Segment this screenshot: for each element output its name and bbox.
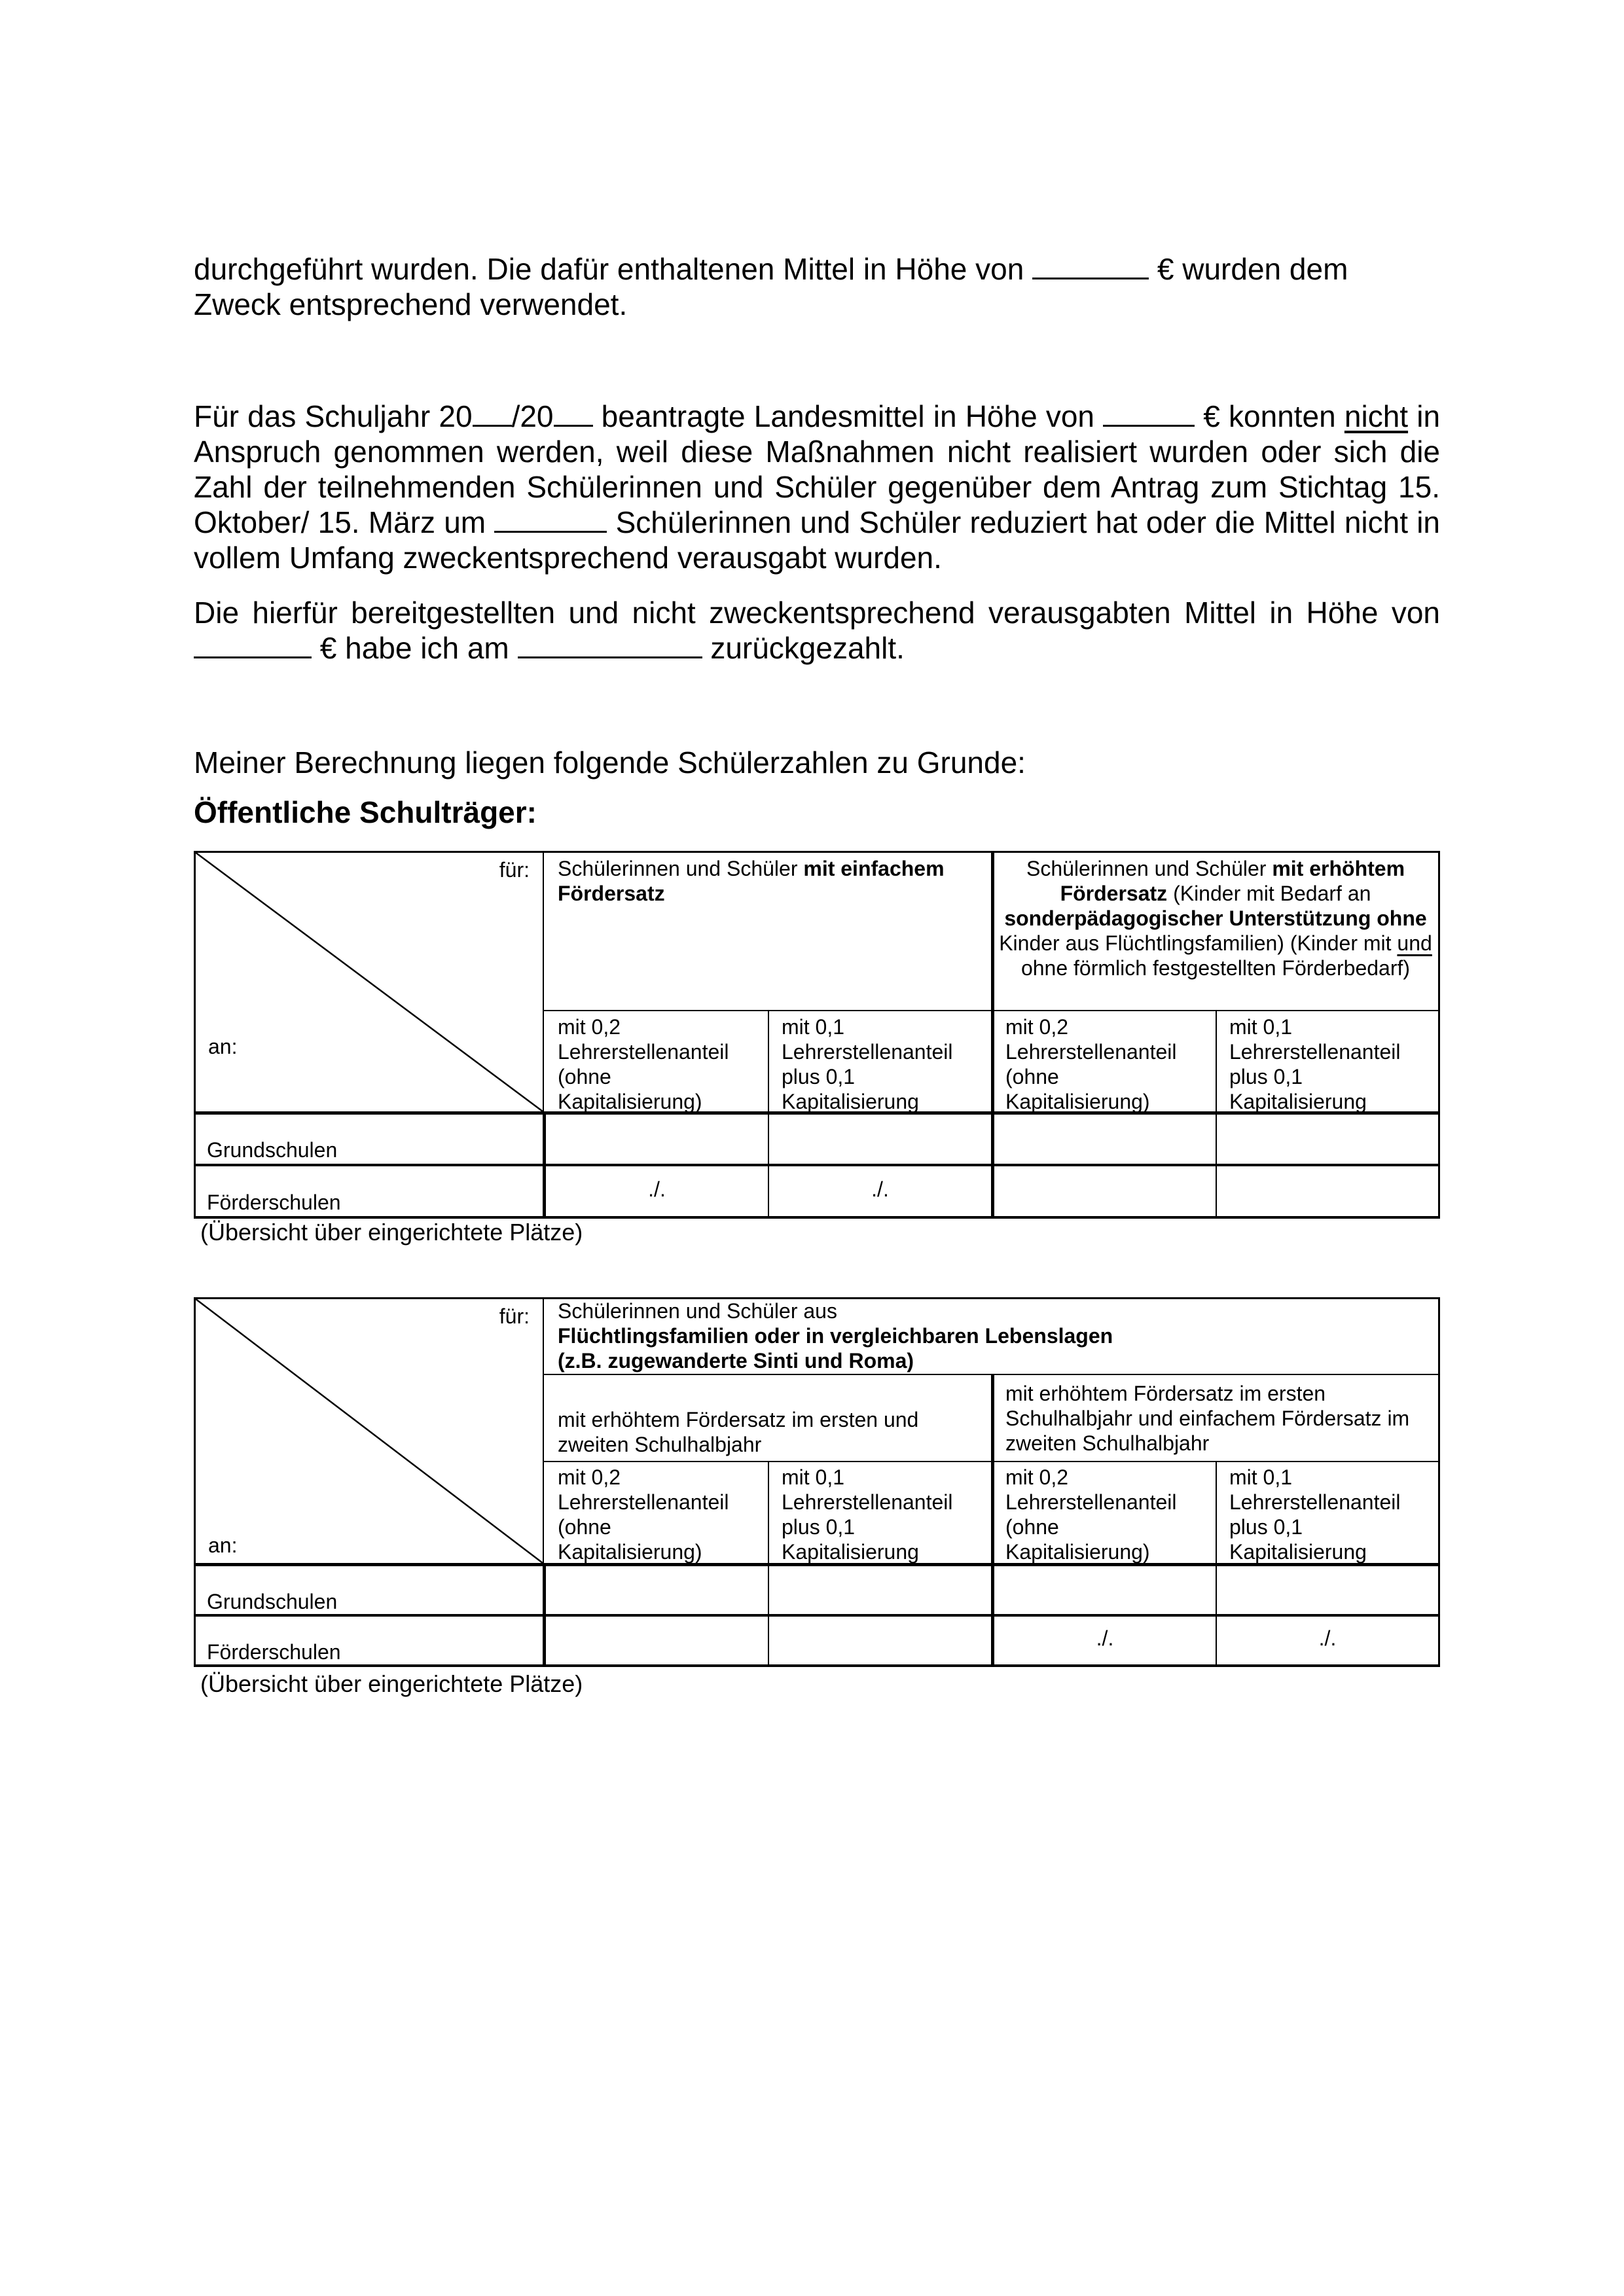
text: Die hierfür bereitgestellten und nicht zweckentsprechend verausgabten Mittel in Höhe von (194, 596, 1440, 630)
refund-amount-blank-field[interactable] (194, 630, 312, 658)
group-header-refugee (558, 1299, 1428, 1373)
year-start-blank-field[interactable] (473, 399, 512, 427)
text: Für das Schuljahr 20 (194, 399, 473, 433)
refund-date-blank-field[interactable] (518, 630, 702, 658)
bold-text: mit erhöhtem Fördersatz (1060, 857, 1405, 905)
input-cell-grundschulen-2[interactable] (769, 1115, 991, 1164)
subheader-col-4: mit 0,1 Lehrerstellenanteil plus 0,1 Kapitalisierung (1229, 1015, 1401, 1113)
text: zurückgezahlt. (710, 631, 905, 665)
underlined-nicht: nicht (1344, 399, 1409, 433)
section-heading: Öffentliche Schulträger: (194, 795, 537, 829)
subheader-col-3: mit 0,2 Lehrerstellenanteil (ohne Kapitalisierung) (1005, 1015, 1177, 1113)
text: in Anspruch genommen werden, weil diese Maßnahmen nicht realisiert wurden oder sich die Zahl der teilnehmenden Schülerinnen und Schüler gegenüber dem Antrag zum Stichtag 15. Oktober/ 15. März um (194, 399, 1441, 539)
bold-text: mit einfachem Fördersatz (558, 857, 945, 905)
year-end-blank-field[interactable] (554, 399, 593, 427)
underlined-und: und (1397, 931, 1432, 955)
text: /20 (511, 399, 554, 433)
text: € konnten (1203, 399, 1336, 433)
bold-text: (z.B. zugewanderte Sinti und Roma) (558, 1349, 914, 1372)
an-label: an: (208, 1035, 238, 1058)
text: durchgeführt wurden. Die dafür enthaltenen Mittel in Höhe von (194, 252, 1024, 286)
input-cell-foerderschulen-2: ./. (871, 1177, 889, 1201)
unused-amount-blank-field[interactable] (1103, 399, 1195, 427)
input-cell-foerderschulen-4: ./. (1318, 1626, 1337, 1650)
amount-blank-field[interactable] (1032, 251, 1149, 279)
corner-diagonal-cell (194, 851, 544, 1113)
fuer-label: für: (499, 858, 530, 882)
input-cell-grundschulen-2[interactable] (769, 1566, 991, 1614)
input-cell-grundschulen-4[interactable] (1217, 1566, 1438, 1614)
bold-text: Flüchtlingsfamilien oder in vergleichbaren Lebenslagen (558, 1324, 1113, 1348)
subheader-col-1: mit 0,2 Lehrerstellenanteil (ohne Kapitalisierung) (558, 1465, 729, 1564)
text: € habe ich am (319, 631, 509, 665)
bold-text: sonderpädagogischer Unterstützung ohne (1004, 906, 1427, 930)
subgroup-header-first-half: mit erhöhtem Fördersatz im ersten Schulhalbjahr und einfachem Fördersatz im zweiten Schulhalbjahr (1005, 1382, 1410, 1455)
an-label: an: (208, 1534, 238, 1557)
text: Kinder aus Flüchtlingsfamilien) (Kinder mit (999, 931, 1398, 955)
input-cell-foerderschulen-2[interactable] (769, 1617, 991, 1664)
text: € wurden dem (1157, 252, 1348, 286)
text: Schülerinnen und Schüler (558, 857, 804, 880)
input-cell-foerderschulen-3[interactable] (994, 1166, 1216, 1216)
paragraph-funds-not-used (194, 399, 1440, 575)
subgroup-header-both-halves: mit erhöhtem Fördersatz im ersten und zweiten Schulhalbjahr (558, 1408, 919, 1456)
input-cell-foerderschulen-1[interactable] (546, 1617, 768, 1664)
subheader-col-3: mit 0,2 Lehrerstellenanteil (ohne Kapitalisierung) (1005, 1465, 1177, 1564)
row-label-grundschulen: Grundschulen (207, 1590, 338, 1613)
text: ohne förmlich festgestellten Förderbedarf) (1020, 956, 1411, 980)
table1-caption: (Übersicht über eingerichtete Plätze) (200, 1219, 583, 1246)
input-cell-grundschulen-4[interactable] (1217, 1115, 1438, 1164)
text: (Kinder mit Bedarf an (1167, 882, 1371, 905)
table-refugee-families (194, 1297, 1440, 1667)
corner-diagonal-cell (194, 1297, 544, 1564)
row-label-grundschulen: Grundschulen (207, 1138, 338, 1162)
input-cell-grundschulen-3[interactable] (994, 1115, 1216, 1164)
fuer-label: für: (499, 1304, 530, 1328)
paragraph-refund (194, 595, 1440, 666)
group-header-standard-rate (558, 856, 983, 906)
input-cell-foerderschulen-3: ./. (1096, 1626, 1114, 1650)
paragraph-funds-used (194, 251, 1440, 322)
input-cell-foerderschulen-1: ./. (648, 1177, 666, 1201)
text: beantragte Landesmittel in Höhe von (601, 399, 1094, 433)
table-standard-and-special-needs (194, 851, 1440, 1217)
group-header-increased-rate (999, 856, 1432, 980)
paragraph-calculation-basis: Meiner Berechnung liegen folgende Schülerzahlen zu Grunde: (194, 745, 1026, 780)
student-count-blank-field[interactable] (494, 505, 607, 533)
row-label-foerderschulen: Förderschulen (207, 1191, 341, 1214)
subheader-col-2: mit 0,1 Lehrerstellenanteil plus 0,1 Kapitalisierung (782, 1465, 953, 1564)
subheader-col-1: mit 0,2 Lehrerstellenanteil (ohne Kapitalisierung) (558, 1015, 729, 1113)
subheader-col-2: mit 0,1 Lehrerstellenanteil plus 0,1 Kapitalisierung (782, 1015, 953, 1113)
input-cell-grundschulen-1[interactable] (546, 1566, 768, 1614)
text: Schülerinnen und Schüler aus (558, 1299, 837, 1323)
input-cell-grundschulen-3[interactable] (994, 1566, 1216, 1614)
text: Schülerinnen und Schüler (1026, 857, 1272, 880)
input-cell-foerderschulen-4[interactable] (1217, 1166, 1438, 1216)
subheader-col-4: mit 0,1 Lehrerstellenanteil plus 0,1 Kapitalisierung (1229, 1465, 1401, 1564)
row-label-foerderschulen: Förderschulen (207, 1640, 341, 1664)
table2-caption: (Übersicht über eingerichtete Plätze) (200, 1670, 583, 1697)
input-cell-grundschulen-1[interactable] (546, 1115, 768, 1164)
text: Schülerinnen und Schüler reduziert hat oder die Mittel nicht in vollem Umfang zweckentsprechend verausgabt wurden. (194, 505, 1441, 575)
text: Zweck entsprechend verwendet. (194, 287, 628, 321)
